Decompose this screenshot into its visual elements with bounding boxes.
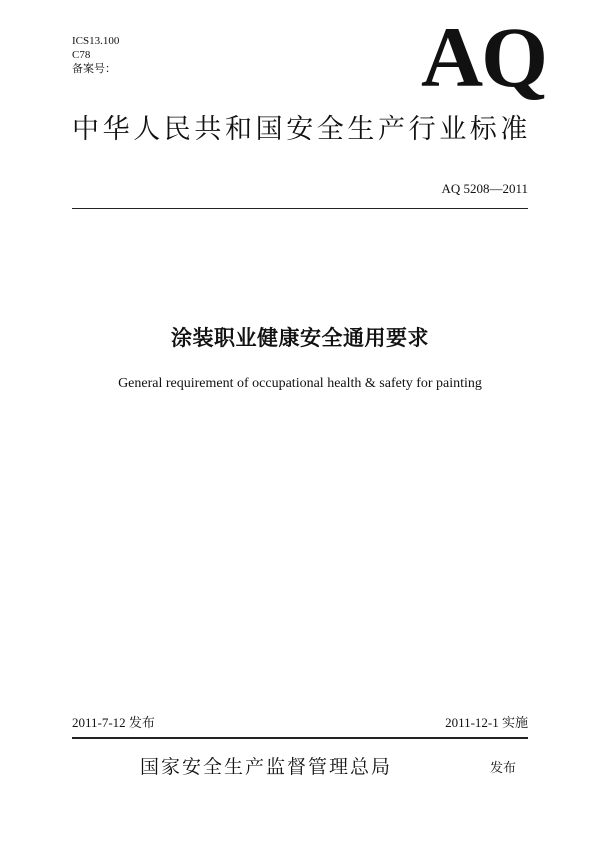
ccs-code: C78	[72, 49, 91, 61]
standard-number: AQ 5208—2011	[441, 181, 528, 196]
ics-code: ICS13.100	[72, 35, 120, 47]
standard-type-heading: 中华人民共和国安全生产行业标准	[72, 114, 531, 145]
issuing-authority: 国家安全生产监督管理总局	[140, 756, 393, 778]
footer-divider	[72, 737, 528, 739]
classification-block	[72, 34, 119, 76]
record-number-label: 备案号：	[72, 62, 116, 75]
aq-logo: AQ	[421, 9, 546, 105]
issuing-action: 发布	[490, 761, 517, 776]
header-divider	[72, 208, 528, 209]
document-title-english: General requirement of occupational health & safety for painting	[118, 376, 482, 391]
issue-date: 2011-7-12 发布	[72, 715, 155, 730]
implementation-date: 2011-12-1 实施	[445, 715, 528, 730]
document-title-chinese: 涂装职业健康安全通用要求	[171, 326, 429, 350]
